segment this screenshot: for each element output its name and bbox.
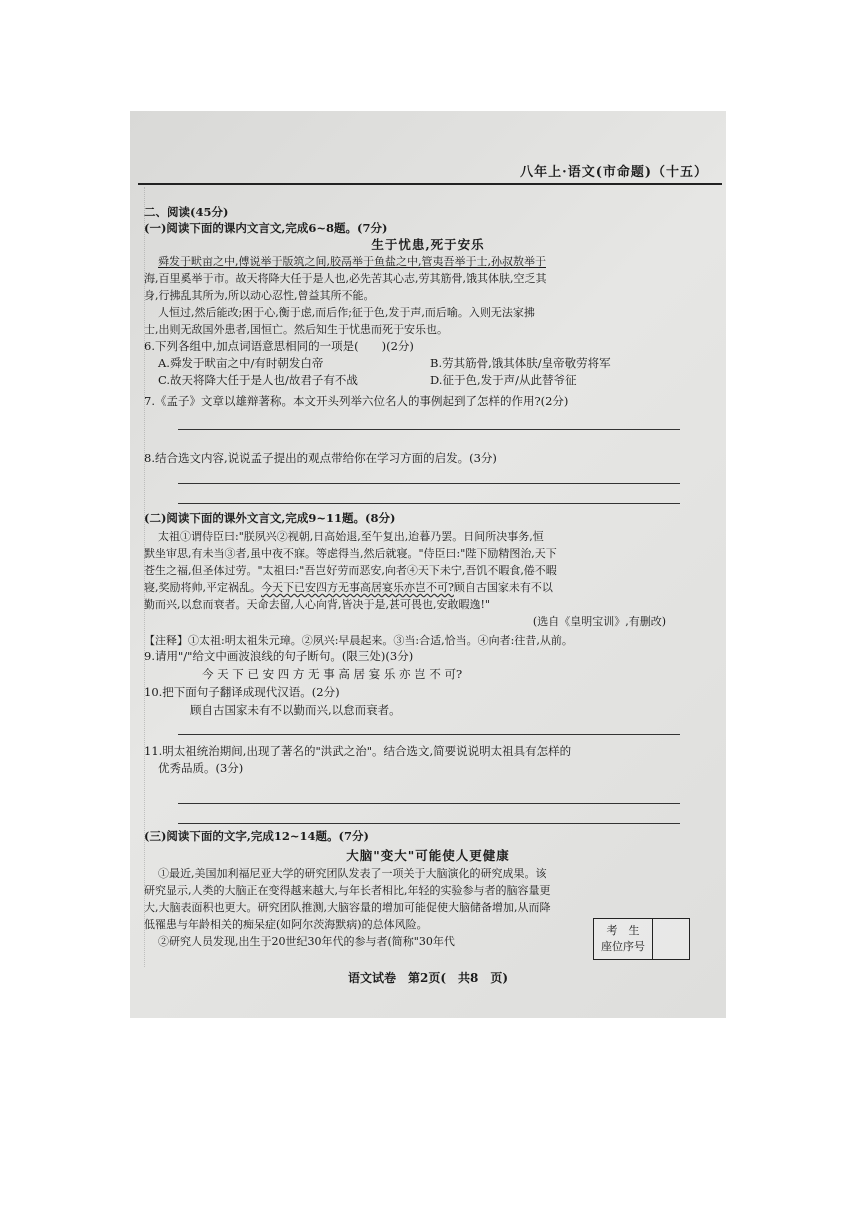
passage-line: 苍生之福,但圣体过劳。"太祖曰:"吾岂好劳而恶安,向者④天下未宁,吾饥不暇食,倦不暇: [144, 564, 557, 577]
seat-box-label: [594, 919, 653, 959]
answer-line: [178, 503, 680, 504]
passage-line: ②研究人员发现,出生于20世纪30年代的参与者(简称"30年代: [158, 935, 455, 948]
page-footer: 语文试卷 第2页( 共8 页): [347, 971, 509, 985]
passage-line: 人恒过,然后能改;困于心,衡于虑,而后作;征于色,发于声,而后喻。入则无法家拂: [158, 306, 535, 319]
header-rule: [138, 183, 722, 185]
passage-line: 士,出则无敌国外患者,国恒亡。然后知生于忧患而死于安乐也。: [144, 323, 448, 336]
passage-line: 研究显示,人类的大脑正在变得越来越大,与年长者相比,年轻的实验参与者的脑容量更: [144, 884, 551, 897]
question-9: 9.请用"/"给文中画波浪线的句子断句。(限三处)(3分): [144, 649, 414, 663]
footnotes: 【注释】①太祖:明太祖朱元璋。②夙兴:早晨起来。③当:合适,恰当。④向者:往昔,从前。: [144, 634, 573, 647]
passage-line: 舜发于畎亩之中,傅说举于版筑之间,胶鬲举于鱼盐之中,管夷吾举于士,孙叔敖举于: [158, 255, 546, 268]
source-note: (选自《皇明宝训》,有删改): [532, 615, 666, 628]
option-d: D.征于色,发于声/从此替爷征: [430, 373, 577, 387]
question-7: 7.《孟子》文章以雄辩著称。本文开头列举六位名人的事例起到了怎样的作用?(2分): [144, 394, 569, 408]
passage-line: 默坐审思,有未当③者,虽中夜不寐。等虑得当,然后就寝。"侍臣曰:"陛下励精图治,天下: [144, 547, 557, 560]
passage-line: 大,大脑表面积也更大。研究团队推测,大脑容量的增加可能促使大脑储备增加,从而降: [144, 901, 551, 914]
answer-line: [178, 803, 680, 804]
passage-text: 寝,奖励将帅,平定祸乱。: [144, 581, 261, 594]
exam-photo: [130, 111, 726, 1018]
part3-intro: (三)阅读下面的文字,完成12~14题。(7分): [144, 829, 369, 843]
part1-intro: (一)阅读下面的课内文言文,完成6~8题。(7分): [144, 221, 388, 235]
passage-line: ①最近,美国加利福尼亚大学的研究团队发表了一项关于大脑演化的研究成果。该: [158, 867, 547, 880]
answer-line: [178, 429, 680, 430]
exam-page: [130, 111, 726, 1018]
question-11-line1: 11.明太祖统治期间,出现了著名的"洪武之治"。结合选文,简要说说明太祖具有怎样的: [144, 744, 572, 758]
part3-essay-title: 大脑"变大"可能使人更健康: [346, 848, 510, 863]
passage-line: 身,行拂乱其所为,所以动心忍性,曾益其所不能。: [144, 289, 375, 302]
passage-line: 低罹患与年龄相关的痴呆症(如阿尔茨海默病)的总体风险。: [144, 918, 428, 931]
option-b: B.劳其筋骨,饿其体肤/皇帝敬劳将军: [430, 356, 611, 370]
passage-text: 顾自古国家未有不以: [453, 581, 553, 594]
q10-sentence: 顾自古国家未有不以勤而兴,以怠而衰者。: [190, 703, 401, 717]
section-title: 二、阅读(45分): [144, 205, 229, 219]
question-11-line2: 优秀品质。(3分): [158, 761, 244, 775]
seat-box-value[interactable]: [653, 919, 689, 959]
question-6: 6.下列各组中,加点词语意思相同的一项是( )(2分): [144, 339, 414, 353]
page-header: 八年上·语文(市命题)（十五）: [520, 165, 708, 180]
part1-essay-title: 生于忧患,死于安乐: [371, 237, 485, 252]
option-a: A.舜发于畎亩之中/有时朝发白帝: [158, 356, 324, 370]
answer-line: [178, 483, 680, 484]
part2-intro: (二)阅读下面的课外文言文,完成9~11题。(8分): [144, 511, 396, 525]
passage-line: 海,百里奚举于市。故天将降大任于是人也,必先苦其心志,劳其筋骨,饿其体肤,空乏其: [144, 272, 547, 285]
wavy-sentence: 今天下已安四方无事高居宴乐亦岂不可?: [261, 581, 454, 594]
passage-line: 太祖①谓侍臣曰:"朕夙兴②视朝,日高始退,至午复出,迨暮乃罢。日间所决事务,恒: [158, 530, 544, 543]
answer-line: [178, 823, 680, 824]
answer-line: [178, 734, 680, 735]
q9-sentence: 今 天 下 已 安 四 方 无 事 高 居 宴 乐 亦 岂 不 可?: [202, 667, 463, 681]
passage-line: 勤而兴,以怠而衰者。天命去留,人心向背,皆决于是,甚可畏也,安敢暇逸!": [144, 598, 490, 611]
option-c: C.故天将降大任于是人也/故君子有不战: [158, 373, 358, 387]
passage-line-wavy: [144, 580, 553, 595]
seat-label-2: 座位序号: [601, 940, 645, 953]
question-10: 10.把下面句子翻译成现代汉语。(2分): [144, 685, 340, 699]
seat-number-box: [593, 918, 690, 960]
seat-label-1: 考 生: [606, 924, 640, 937]
question-8: 8.结合选文内容,说说孟子提出的观点带给你在学习方面的启发。(3分): [144, 451, 497, 465]
